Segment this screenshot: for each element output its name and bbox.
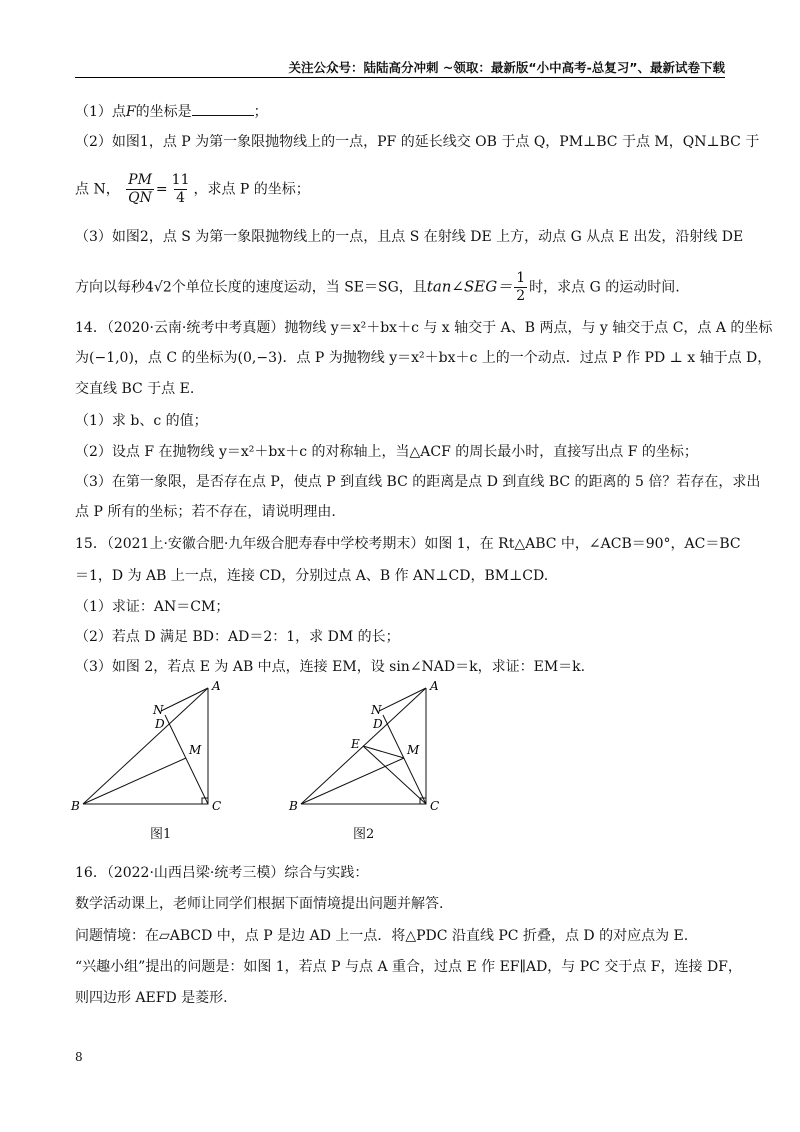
q14-part3-line1: （3）在第一象限，是否存在点 P，使点 P 到直线 BC 的距离是点 D 到直线 BC 的距离的 5 倍？若存在，求出 — [75, 474, 761, 490]
figure-1 — [65, 678, 245, 823]
q15-part2: （2）若点 D 满足 BD：AD＝2：1，求 DM 的长； — [75, 629, 400, 645]
fig2-label-n: N — [371, 703, 382, 717]
fig1-label-c: C — [212, 799, 222, 813]
fig2-label-a: A — [430, 679, 439, 693]
q14-line1: 14．（2020·云南·统考中考真题）抛物线 y＝x²＋bx＋c 与 x 轴交于 A、B 两点，与 y 轴交于点 C，点 A 的坐标 — [75, 320, 773, 336]
fig2-label-m: M — [407, 743, 420, 757]
q15-part3: （3）如图 2，若点 E 为 AB 中点，连接 EM，设 sin∠NAD＝k，求证：EM＝k. — [75, 659, 586, 675]
fig2-label-d: D — [373, 717, 383, 731]
q15-line2: ＝1，D 为 AB 上一点，连接 CD，分别过点 A、B 作 AN⊥CD，BM⊥CD. — [75, 568, 549, 584]
fig1-line-an — [161, 688, 208, 711]
q14-part3-line2: 点 P 所有的坐标；若不存在，请说明理由. — [75, 504, 336, 520]
fig1-label-m: M — [189, 743, 202, 757]
page-header: 关注公众号：陆陆高分冲刺 ~领取：最新版“小中高考-总复习”、最新试卷下载 — [288, 60, 725, 75]
q13-part1: （1）点F的坐标是 ； — [75, 104, 268, 120]
q14-part1: （1）求 b、c 的值； — [75, 413, 208, 429]
q16-line5: 则四边形 AEFD 是菱形. — [75, 990, 228, 1006]
figure-2-caption: 图2 — [353, 827, 375, 842]
ratio-fraction: $\frac{PM}{QN}$ — [128, 172, 152, 206]
fig1-label-d: D — [155, 717, 165, 731]
figure-2 — [283, 678, 463, 823]
q16-line3: 问题情境：在▱ABCD 中，点 P 是边 AD 上一点．将△PDC 沿直线 PC 折叠，点 D 的对应点为 E. — [75, 928, 689, 944]
q13-part3-line2: 方向以每秒4√2个单位长度的速度运动，当 SE＝SG，且tan∠SEG＝ $\frac{1}{2}$ 时，求点 G 的运动时间. — [75, 270, 680, 304]
fig2-line-cd — [383, 715, 426, 804]
fig2-label-b: B — [289, 799, 298, 813]
q13-part2-line1: （2）如图1，点 P 为第一象限抛物线上的一点，PF 的延长线交 OB 于点 Q，PM⊥BC 于点 M，QN⊥BC 于 — [75, 134, 760, 150]
fig2-line-an — [379, 688, 426, 711]
q16-line2: 数学活动课上，老师让同学们根据下面情境提出问题并解答. — [75, 896, 444, 912]
q15-line1: 15．（2021上·安徽合肥·九年级合肥寿春中学校考期末）如图 1，在 Rt△ABC 中，∠ACB＝90°，AC＝BC — [75, 536, 741, 552]
fig2-line-bm — [301, 758, 404, 804]
q13-part2-line2: 点 N， $\frac{PM}{QN}$ = $\frac{11}{4}$ ，求点 P 的坐标； — [75, 172, 310, 206]
fig1-label-b: B — [71, 799, 80, 813]
q14-line2: 为(−1,0)，点 C 的坐标为(0,−3)．点 P 为抛物线 y＝x²＋bx＋c 上的一个动点．过点 P 作 PD ⊥ x 轴于点 D， — [75, 350, 772, 366]
fig1-label-n: N — [153, 703, 164, 717]
answer-blank — [192, 103, 254, 116]
tan-fraction: $\frac{1}{2}$ — [516, 270, 526, 304]
page-number: 8 — [75, 1050, 83, 1064]
q16-line1: 16．（2022·山西吕梁·统考三模）综合与实践： — [75, 865, 369, 881]
fig1-line-bm — [83, 758, 186, 804]
q13-part3-line1: （3）如图2，点 S 为第一象限抛物线上的一点，且点 S 在射线 DE 上方，动点 G 从点 E 出发，沿射线 DE — [75, 229, 744, 245]
fig1-label-a: A — [212, 679, 221, 693]
fig1-line-cd — [165, 715, 208, 804]
header-rule — [75, 77, 725, 78]
fig2-label-e: E — [351, 737, 360, 751]
q14-part2: （2）设点 F 在抛物线 y＝x²＋bx＋c 的对称轴上，当△ACF 的周长最小时，直接写出点 F 的坐标； — [75, 444, 698, 460]
q14-line3: 交直线 BC 于点 E. — [75, 381, 195, 397]
ratio-value-fraction: $\frac{11}{4}$ — [171, 172, 190, 206]
figure-1-caption: 图1 — [150, 827, 172, 842]
q15-part1: （1）求证：AN＝CM； — [75, 599, 230, 615]
q16-line4: “兴趣小组”提出的问题是：如图 1，若点 P 与点 A 重合，过点 E 作 EF∥AD，与 PC 交于点 F，连接 DF， — [75, 959, 742, 975]
fig2-label-c: C — [430, 799, 440, 813]
